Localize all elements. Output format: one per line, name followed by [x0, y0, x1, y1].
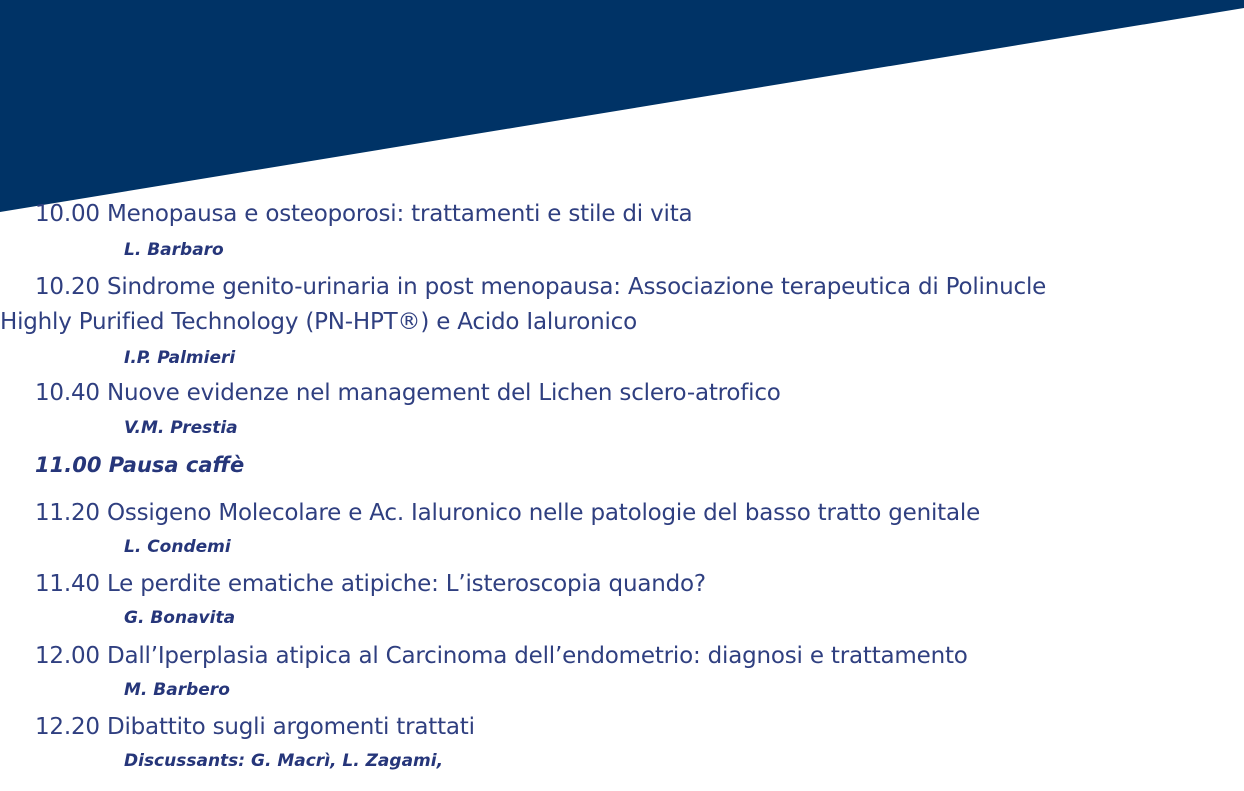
program-item-4-title: 11.20 Ossigeno Molecolare e Ac. Ialuronico nelle patologie del basso tratto genitale [35, 500, 981, 526]
program-item-2-speaker: I.P. Palmieri [124, 348, 236, 368]
header-banner [0, 0, 1244, 220]
program-item-2-title-line1: 10.20 Sindrome genito-urinaria in post menopausa: Associazione terapeutica di Polinucle [35, 274, 1047, 300]
program-item-3-title: 10.40 Nuove evidenze nel management del Lichen sclero-atrofico [35, 380, 781, 406]
program-item-5-speaker: G. Bonavita [124, 608, 236, 628]
coffee-break: 11.00 Pausa caffè [35, 453, 245, 477]
banner-shape [0, 0, 1244, 212]
program-item-7-speaker: Discussants: G. Macrì, L. Zagami, [124, 751, 444, 771]
program-item-1-speaker: L. Barbaro [124, 240, 224, 260]
program-item-6-speaker: M. Barbero [124, 680, 230, 700]
program-item-6-title: 12.00 Dall’Iperplasia atipica al Carcinoma dell’endometrio: diagnosi e trattamento [35, 643, 968, 669]
program-item-5-title: 11.40 Le perdite ematiche atipiche: L’isteroscopia quando? [35, 571, 706, 597]
program-item-4-speaker: L. Condemi [124, 537, 231, 557]
program-item-3-speaker: V.M. Prestia [124, 418, 238, 438]
program-item-7-title: 12.20 Dibattito sugli argomenti trattati [35, 714, 475, 740]
program-item-2-title-line2: Highly Purified Technology (PN-HPT®) e Acido Ialuronico [0, 309, 637, 335]
program-item-1-title: 10.00 Menopausa e osteoporosi: trattamenti e stile di vita [35, 201, 693, 227]
